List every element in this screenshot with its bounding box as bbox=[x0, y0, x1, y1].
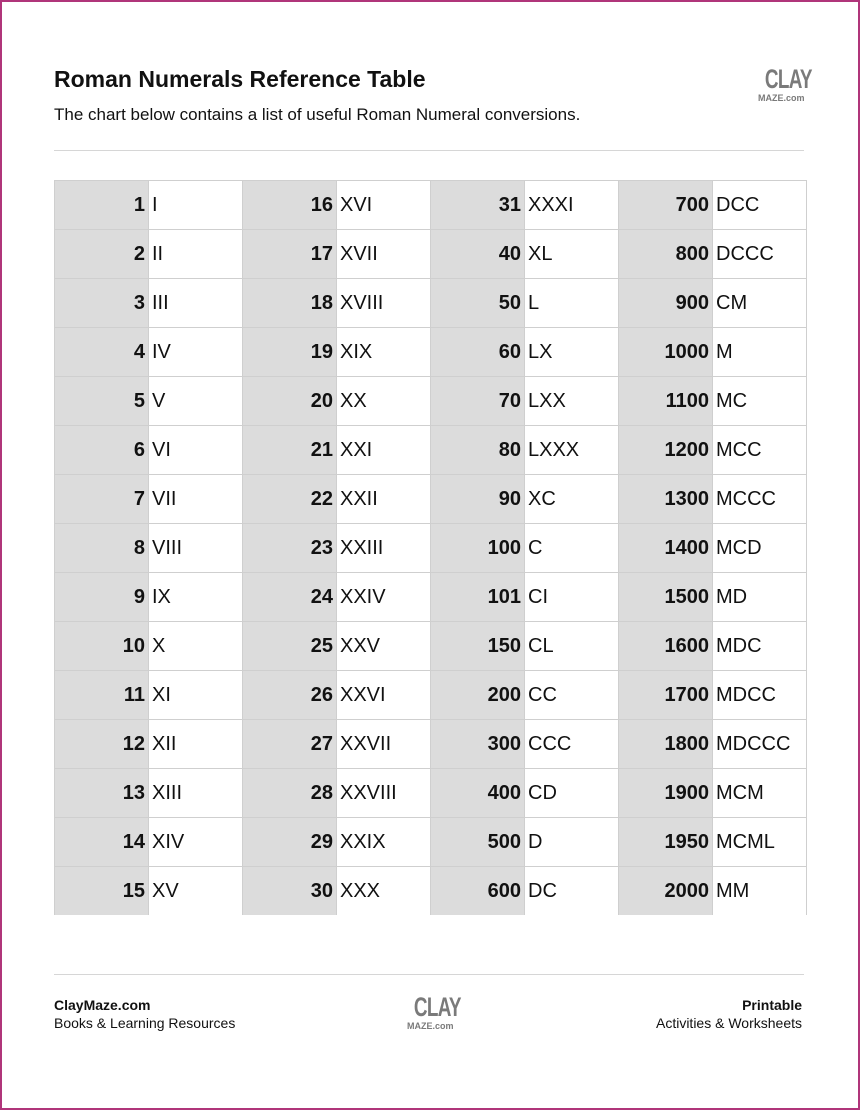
claymaze-footer-logo bbox=[407, 992, 461, 1031]
number-cell: 20 bbox=[243, 376, 337, 425]
number-cell: 1700 bbox=[619, 670, 713, 719]
roman-numeral-cell: MC bbox=[713, 376, 807, 425]
roman-numeral-cell: XV bbox=[149, 866, 243, 915]
number-cell: 1300 bbox=[619, 474, 713, 523]
roman-numeral-cell: XI bbox=[149, 670, 243, 719]
number-cell: 19 bbox=[243, 327, 337, 376]
number-cell: 23 bbox=[243, 523, 337, 572]
roman-numeral-cell: IX bbox=[149, 572, 243, 621]
number-cell: 2000 bbox=[619, 866, 713, 915]
number-cell: 300 bbox=[431, 719, 525, 768]
roman-numeral-cell: XXIX bbox=[337, 817, 431, 866]
roman-numeral-cell: XII bbox=[149, 719, 243, 768]
number-cell: 200 bbox=[431, 670, 525, 719]
number-cell: 13 bbox=[55, 768, 149, 817]
roman-numeral-cell: X bbox=[149, 621, 243, 670]
roman-numeral-cell: I bbox=[149, 180, 243, 229]
roman-numeral-cell: XXVI bbox=[337, 670, 431, 719]
number-cell: 16 bbox=[243, 180, 337, 229]
roman-numeral-cell: V bbox=[149, 376, 243, 425]
roman-numeral-cell: CI bbox=[525, 572, 619, 621]
number-cell: 4 bbox=[55, 327, 149, 376]
roman-numeral-cell: XVI bbox=[337, 180, 431, 229]
number-cell: 1 bbox=[55, 180, 149, 229]
roman-numeral-cell: MD bbox=[713, 572, 807, 621]
number-cell: 17 bbox=[243, 229, 337, 278]
number-cell: 150 bbox=[431, 621, 525, 670]
roman-numeral-cell: CCC bbox=[525, 719, 619, 768]
number-cell: 28 bbox=[243, 768, 337, 817]
roman-numeral-cell: MDC bbox=[713, 621, 807, 670]
footer-right bbox=[656, 997, 802, 1031]
roman-numeral-cell: D bbox=[525, 817, 619, 866]
roman-numeral-cell: MDCC bbox=[713, 670, 807, 719]
number-cell: 1000 bbox=[619, 327, 713, 376]
number-cell: 1950 bbox=[619, 817, 713, 866]
page-title: Roman Numerals Reference Table bbox=[54, 66, 426, 92]
number-cell: 30 bbox=[243, 866, 337, 915]
number-cell: 24 bbox=[243, 572, 337, 621]
roman-numeral-cell: DCCC bbox=[713, 229, 807, 278]
number-cell: 8 bbox=[55, 523, 149, 572]
roman-numeral-cell: XXV bbox=[337, 621, 431, 670]
roman-numerals-table bbox=[54, 180, 804, 915]
footer-left bbox=[54, 997, 235, 1031]
roman-numeral-cell: CL bbox=[525, 621, 619, 670]
number-cell: 11 bbox=[55, 670, 149, 719]
number-cell: 1500 bbox=[619, 572, 713, 621]
roman-numeral-cell: VIII bbox=[149, 523, 243, 572]
roman-numeral-cell: XXVII bbox=[337, 719, 431, 768]
number-cell: 800 bbox=[619, 229, 713, 278]
number-cell: 6 bbox=[55, 425, 149, 474]
number-cell: 1200 bbox=[619, 425, 713, 474]
roman-numeral-cell: DC bbox=[525, 866, 619, 915]
footer-printable-label: Printable bbox=[742, 997, 802, 1013]
page-subtitle: The chart below contains a list of useful Roman Numeral conversions. bbox=[54, 105, 581, 124]
roman-numeral-cell: MCCC bbox=[713, 474, 807, 523]
roman-numeral-cell: LX bbox=[525, 327, 619, 376]
number-cell: 70 bbox=[431, 376, 525, 425]
logo-subtext: MAZE.com bbox=[758, 93, 805, 103]
roman-numeral-cell: MM bbox=[713, 866, 807, 915]
roman-numeral-cell: XL bbox=[525, 229, 619, 278]
roman-numeral-cell: XXI bbox=[337, 425, 431, 474]
number-cell: 22 bbox=[243, 474, 337, 523]
roman-numeral-cell: XXX bbox=[337, 866, 431, 915]
roman-numeral-cell: XXIV bbox=[337, 572, 431, 621]
roman-numeral-cell: DCC bbox=[713, 180, 807, 229]
roman-numeral-cell: IV bbox=[149, 327, 243, 376]
number-cell: 14 bbox=[55, 817, 149, 866]
number-cell: 101 bbox=[431, 572, 525, 621]
roman-numeral-cell: L bbox=[525, 278, 619, 327]
number-cell: 100 bbox=[431, 523, 525, 572]
number-cell: 1400 bbox=[619, 523, 713, 572]
number-cell: 60 bbox=[431, 327, 525, 376]
roman-numeral-cell: MCC bbox=[713, 425, 807, 474]
number-cell: 90 bbox=[431, 474, 525, 523]
roman-numeral-cell: XIX bbox=[337, 327, 431, 376]
number-cell: 1600 bbox=[619, 621, 713, 670]
number-cell: 21 bbox=[243, 425, 337, 474]
number-cell: 15 bbox=[55, 866, 149, 915]
number-cell: 7 bbox=[55, 474, 149, 523]
number-cell: 1800 bbox=[619, 719, 713, 768]
roman-numeral-cell: XVII bbox=[337, 229, 431, 278]
roman-numeral-cell: M bbox=[713, 327, 807, 376]
header-divider bbox=[54, 150, 804, 151]
number-cell: 27 bbox=[243, 719, 337, 768]
roman-numeral-cell: MCM bbox=[713, 768, 807, 817]
logo-wordmark: CLAY bbox=[764, 64, 812, 94]
number-cell: 600 bbox=[431, 866, 525, 915]
roman-numeral-cell: XXXI bbox=[525, 180, 619, 229]
number-cell: 3 bbox=[55, 278, 149, 327]
footer-divider bbox=[54, 974, 804, 975]
number-cell: 25 bbox=[243, 621, 337, 670]
footer-logo-subtext: MAZE.com bbox=[407, 1021, 454, 1031]
roman-numeral-cell: XXII bbox=[337, 474, 431, 523]
roman-numeral-cell: XXIII bbox=[337, 523, 431, 572]
number-cell: 40 bbox=[431, 229, 525, 278]
number-cell: 10 bbox=[55, 621, 149, 670]
roman-numeral-cell: MCD bbox=[713, 523, 807, 572]
number-cell: 12 bbox=[55, 719, 149, 768]
roman-numeral-cell: XC bbox=[525, 474, 619, 523]
roman-numeral-cell: XIII bbox=[149, 768, 243, 817]
number-cell: 900 bbox=[619, 278, 713, 327]
roman-numeral-cell: MCML bbox=[713, 817, 807, 866]
footer-logo-wordmark: CLAY bbox=[413, 992, 461, 1022]
roman-numeral-cell: LXXX bbox=[525, 425, 619, 474]
number-cell: 26 bbox=[243, 670, 337, 719]
number-cell: 400 bbox=[431, 768, 525, 817]
number-cell: 5 bbox=[55, 376, 149, 425]
roman-numeral-cell: MDCCC bbox=[713, 719, 807, 768]
roman-numeral-cell: CD bbox=[525, 768, 619, 817]
roman-numeral-cell: CC bbox=[525, 670, 619, 719]
number-cell: 1100 bbox=[619, 376, 713, 425]
number-cell: 700 bbox=[619, 180, 713, 229]
footer-activities-label: Activities & Worksheets bbox=[655, 1015, 802, 1031]
number-cell: 50 bbox=[431, 278, 525, 327]
number-cell: 29 bbox=[243, 817, 337, 866]
roman-numeral-cell: LXX bbox=[525, 376, 619, 425]
number-cell: 9 bbox=[55, 572, 149, 621]
number-cell: 1900 bbox=[619, 768, 713, 817]
footer-brand: ClayMaze.com bbox=[54, 997, 151, 1013]
roman-numeral-cell: III bbox=[149, 278, 243, 327]
roman-numeral-cell: XIV bbox=[149, 817, 243, 866]
roman-numeral-cell: XX bbox=[337, 376, 431, 425]
number-cell: 31 bbox=[431, 180, 525, 229]
roman-numeral-cell: VII bbox=[149, 474, 243, 523]
number-cell: 500 bbox=[431, 817, 525, 866]
claymaze-logo bbox=[758, 64, 812, 103]
number-cell: 2 bbox=[55, 229, 149, 278]
footer-tagline: Books & Learning Resources bbox=[54, 1015, 236, 1031]
roman-numeral-cell: VI bbox=[149, 425, 243, 474]
roman-numeral-cell: XXVIII bbox=[337, 768, 431, 817]
roman-numeral-cell: C bbox=[525, 523, 619, 572]
roman-numeral-cell: II bbox=[149, 229, 243, 278]
roman-numeral-cell: CM bbox=[713, 278, 807, 327]
roman-numeral-cell: XVIII bbox=[337, 278, 431, 327]
number-cell: 80 bbox=[431, 425, 525, 474]
number-cell: 18 bbox=[243, 278, 337, 327]
